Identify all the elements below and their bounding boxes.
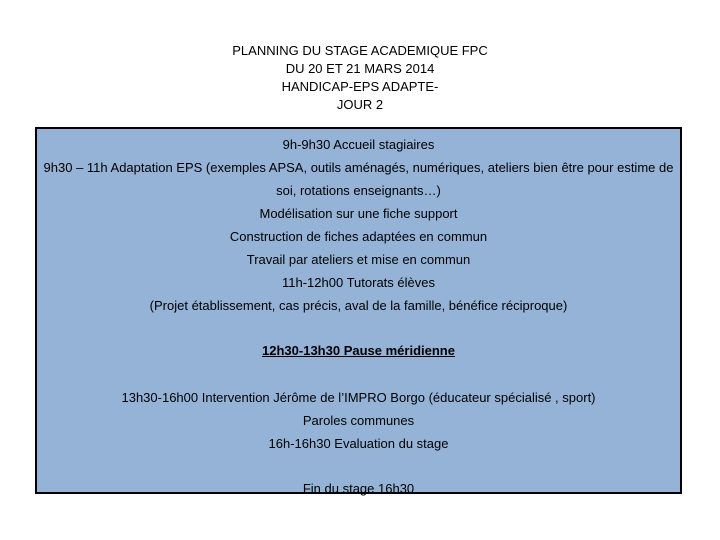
header-subject: HANDICAP-EPS ADAPTE-: [281, 79, 439, 94]
program-welcome: 9h-9h30 Accueil stagiaires: [282, 137, 435, 152]
program-projet: (Projet établissement, cas précis, aval de la famille, bénéfice réciproque): [149, 298, 568, 313]
program-modelisation: Modélisation sur une fiche support: [259, 206, 458, 221]
header-dates: DU 20 ET 21 MARS 2014: [285, 61, 435, 76]
header-day: JOUR 2: [336, 97, 384, 112]
document-header: [0, 42, 720, 114]
program-pause: 12h30-13h30 Pause méridienne: [262, 343, 455, 358]
spacer: [37, 455, 680, 477]
program-adaptation: 9h30 – 11h Adaptation EPS (exemples APSA, outils aménagés, numériques, ateliers bien être pour estime de soi, rotations enseignants…): [43, 160, 674, 198]
program-intervention: 13h30-16h00 Intervention Jérôme de l’IMPRO Borgo (éducateur spécialisé , sport): [121, 390, 596, 405]
header-title: PLANNING DU STAGE ACADEMIQUE FPC: [232, 43, 488, 58]
program-tutorats: 11h-12h00 Tutorats élèves: [282, 275, 435, 290]
spacer: [37, 317, 680, 339]
program-evaluation: 16h-16h30 Evaluation du stage: [268, 436, 449, 451]
program-construction: Construction de fiches adaptées en commun: [229, 229, 488, 244]
program-paroles: Paroles communes: [302, 413, 415, 428]
program-fin: Fin du stage 16h30: [302, 481, 415, 496]
program-travail: Travail par ateliers et mise en commun: [246, 252, 471, 267]
spacer: [37, 362, 680, 386]
program-box: [35, 127, 682, 494]
